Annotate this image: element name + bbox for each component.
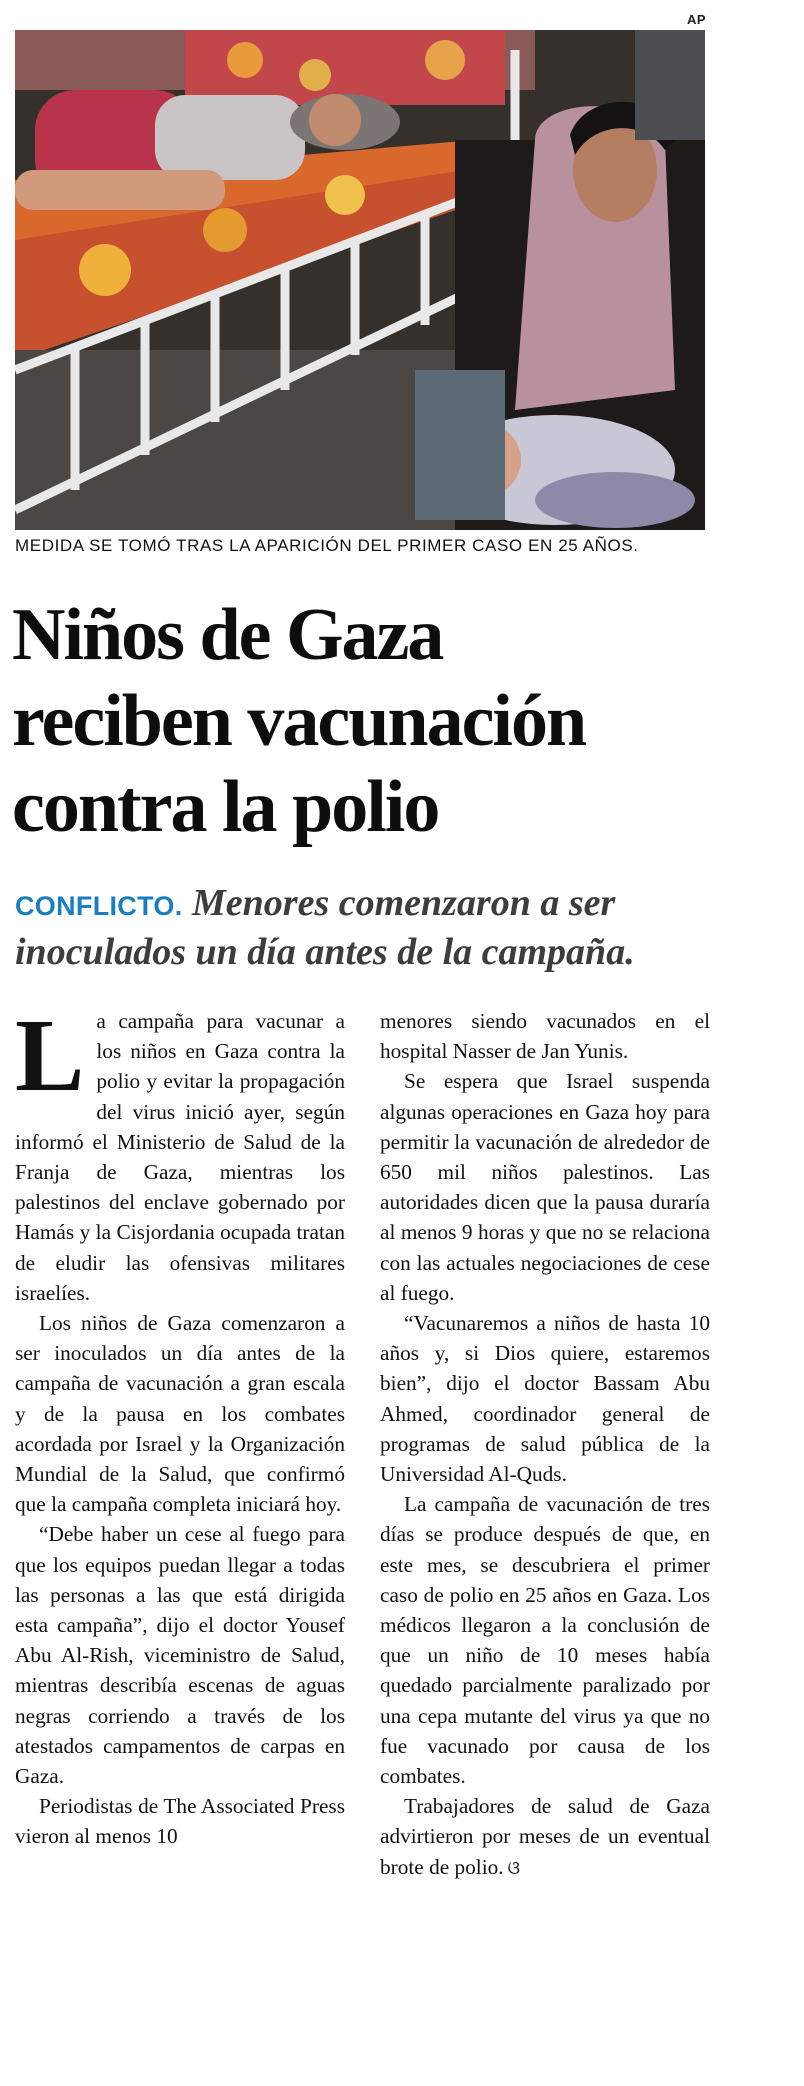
headline bbox=[12, 592, 732, 850]
paragraph-text: Trabajadores de salud de Gaza advirtieron por meses de un eventual brote de polio. bbox=[380, 1794, 710, 1879]
article-column-2 bbox=[380, 1006, 710, 1884]
article-paragraph: menores siendo vacunados en el hospital Nasser de Jan Yunis. bbox=[380, 1009, 710, 1064]
section-tag: CONFLICTO. bbox=[15, 891, 183, 921]
drop-cap: L bbox=[15, 998, 85, 1113]
headline-line: reciben vacunación bbox=[12, 680, 586, 762]
paragraph-text: a campaña para vacunar a los niños en Gaza contra la polio y evitar la propagación del virus inició ayer, según informó el Ministerio de Salud de la Franja de Gaza, mientras los palestinos del enclave gobernado por Hamás y la Cisjordania ocupada tratan de eludir las ofensivas militares israelíes. bbox=[15, 1009, 345, 1305]
headline-line: contra la polio bbox=[12, 766, 439, 848]
deck: Menores comenzaron a ser inoculados un día antes de la campaña. bbox=[15, 882, 635, 973]
article-paragraph: “Debe haber un cese al fuego para que los equipos puedan llegar a todas las personas a las que está dirigida esta campaña”, dijo el doctor Yousef Abu Al-Rish, viceministro de Salud, mientras describía escenas de aguas negras corriendo a través de los atestados campamentos de carpas en Gaza. bbox=[15, 1522, 345, 1789]
kicker bbox=[15, 880, 735, 975]
article-paragraph: Se espera que Israel suspenda algunas operaciones en Gaza hoy para permitir la vacunación de alrededor de 650 mil niños palestinos. Las autoridades dicen que la pausa duraría al menos 9 horas y que no se relaciona con las actuales negociaciones de cese al fuego. bbox=[380, 1069, 710, 1305]
article-paragraph: “Vacunaremos a niños de hasta 10 años y, si Dios quiere, estaremos bien”, dijo el doctor Bassam Abu Ahmed, coordinador general de programas de salud pública de la Universidad Al-Quds. bbox=[380, 1311, 710, 1487]
end-mark-icon: ଓ bbox=[507, 1857, 521, 1879]
photo-caption: MEDIDA SE TOMÓ TRAS LA APARICIÓN DEL PRIMER CASO EN 25 AÑOS. bbox=[15, 536, 639, 555]
photo-credit: AP bbox=[686, 12, 706, 27]
article-paragraph: Periodistas de The Associated Press vieron al menos 10 bbox=[15, 1794, 345, 1849]
article-column-1 bbox=[15, 998, 345, 1852]
article-paragraph bbox=[380, 1791, 710, 1884]
headline-line: Niños de Gaza bbox=[12, 594, 443, 676]
article-paragraph bbox=[15, 998, 345, 1308]
article-paragraph: La campaña de vacunación de tres días se produce después de que, en este mes, se descubriera el primer caso de polio en 25 años en Gaza. Los médicos llegaron a la conclusión de que un niño de 10 meses había quedado parcialmente paralizado por una cepa mutante del virus ya que no fue vacunado por causa de los combates. bbox=[380, 1492, 710, 1789]
article-paragraph: Los niños de Gaza comenzaron a ser inoculados un día antes de la campaña de vacunación a gran escala y de la pausa en los combates acordada por Israel y la Organización Mundial de la Salud, que confirmó que la campaña completa iniciará hoy. bbox=[15, 1311, 345, 1517]
news-photo bbox=[15, 30, 705, 530]
